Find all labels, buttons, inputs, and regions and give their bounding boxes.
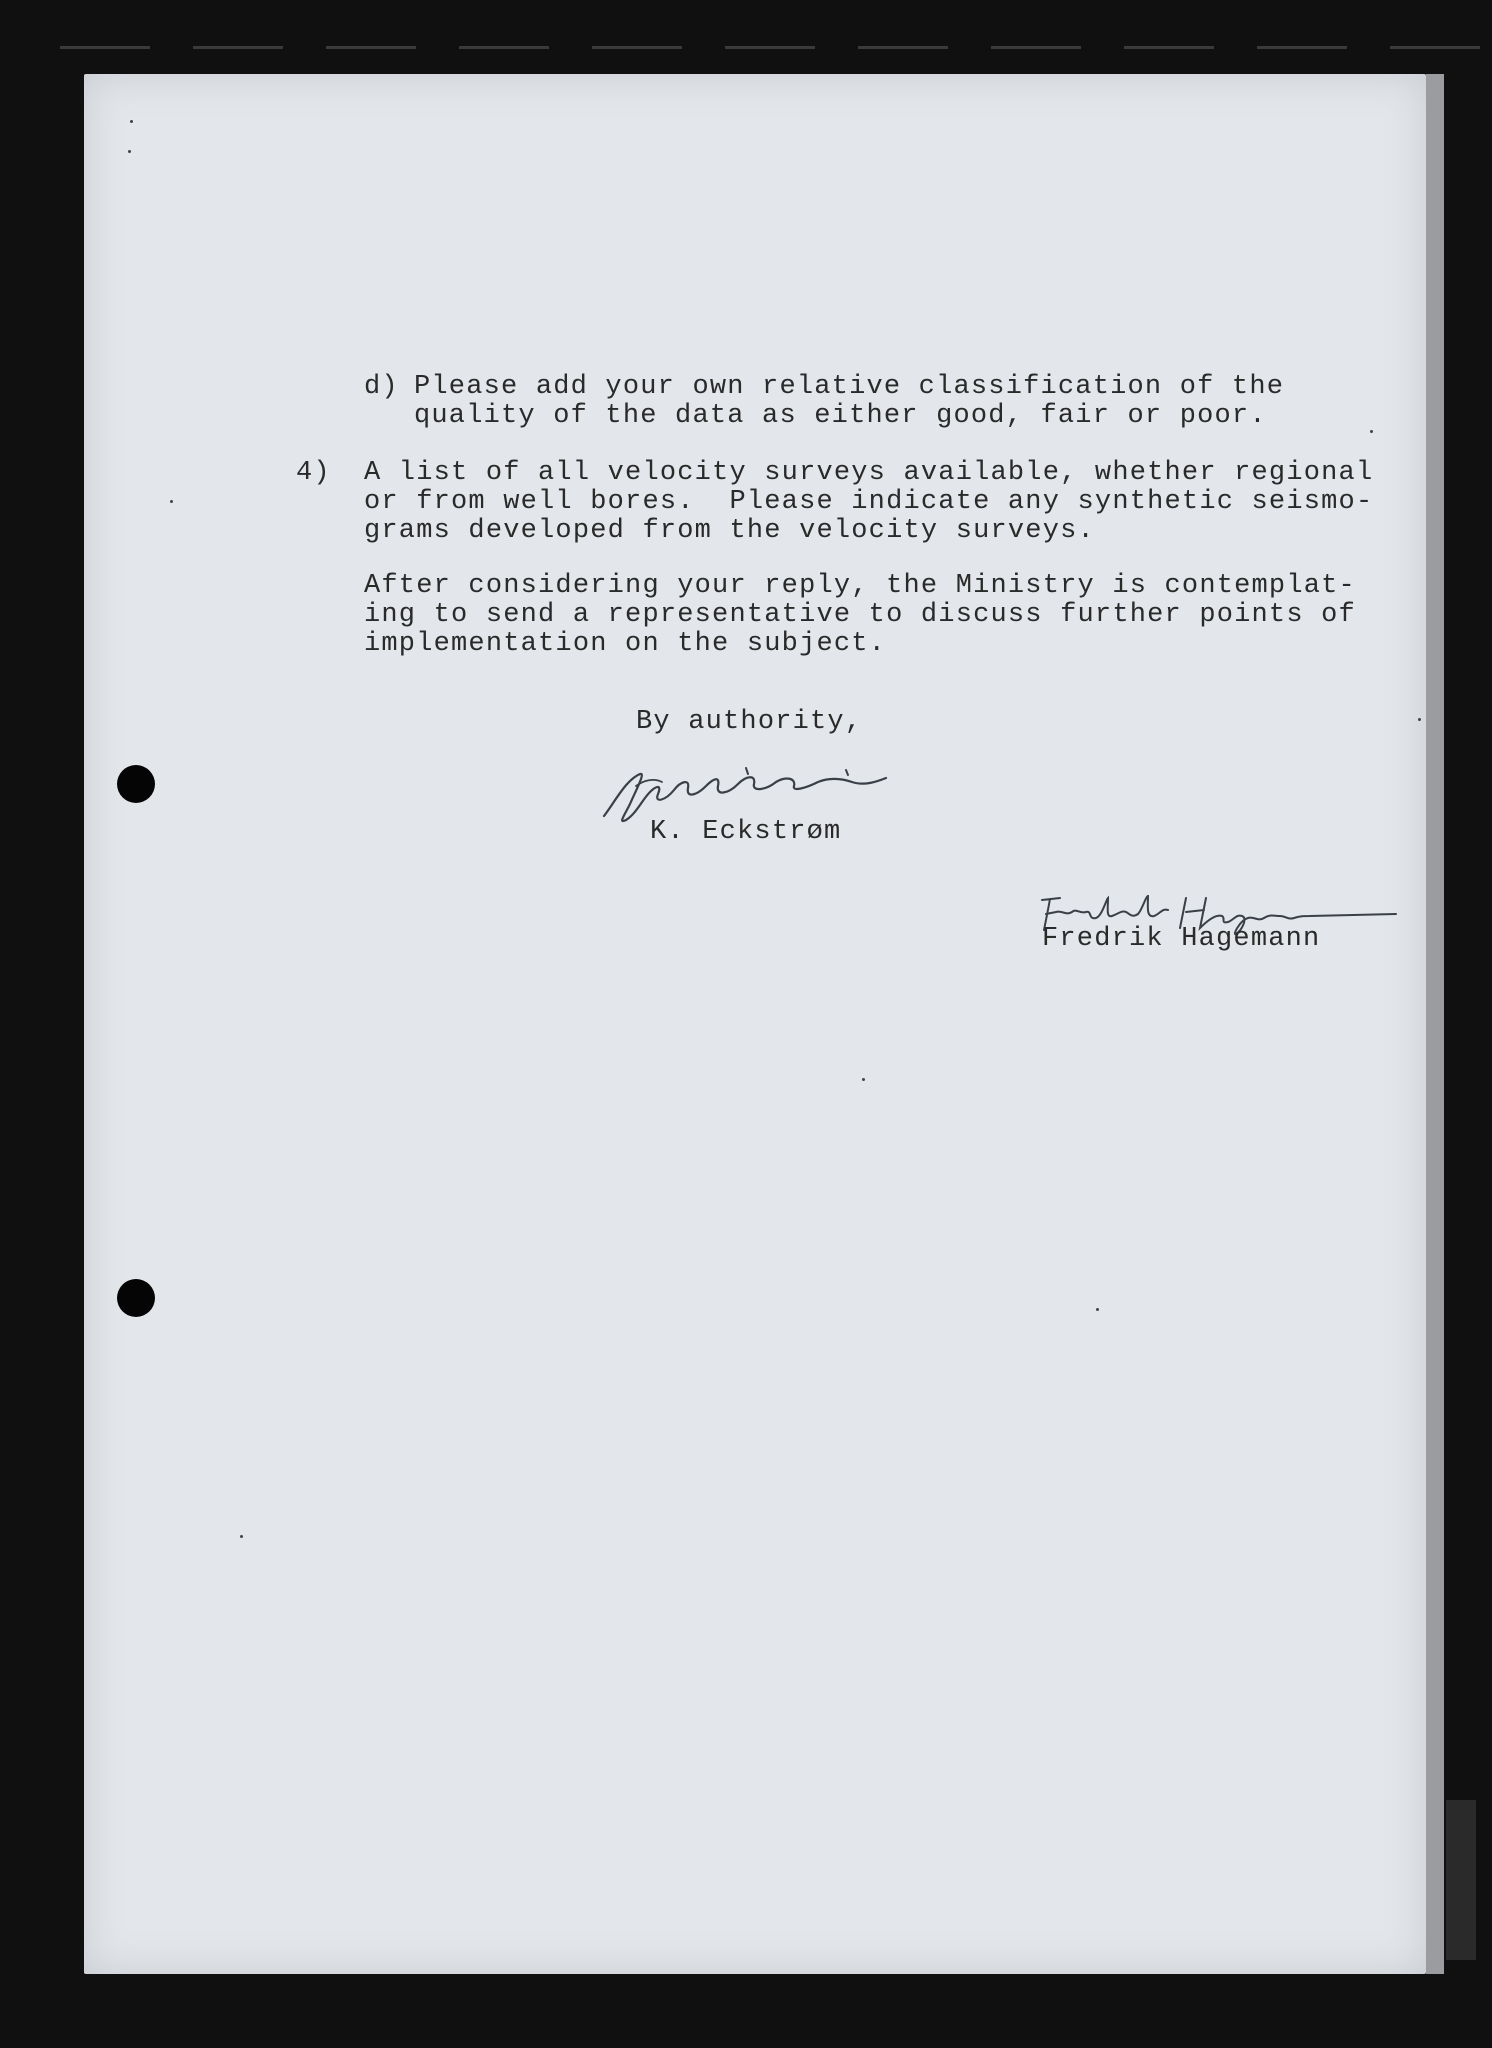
signatory-1-name: K. Eckstrøm (650, 817, 842, 847)
signatory-2-name: Fredrik Hagemann (1042, 924, 1321, 954)
paper-speck (128, 150, 131, 153)
closing-line: ing to send a representative to discuss further points of (364, 600, 1356, 630)
item-4-line: or from well bores. Please indicate any synthetic seismo- (364, 487, 1374, 517)
document-page (84, 74, 1426, 1974)
punch-hole-top (117, 765, 155, 803)
paper-speck (240, 1535, 243, 1538)
item-4-line: grams developed from the velocity surveys. (364, 516, 1095, 546)
paper-speck (130, 120, 133, 123)
item-d-line: Please add your own relative classification of the (414, 372, 1285, 402)
page-edge-strip (1426, 74, 1444, 1974)
binder-tab (1446, 1800, 1476, 1960)
scanner-edge-marks (60, 46, 1480, 52)
punch-hole-bottom (117, 1279, 155, 1317)
paper-speck (1096, 1308, 1099, 1311)
paper-speck (170, 500, 173, 503)
item-d-line: quality of the data as either good, fair or poor. (414, 401, 1267, 431)
item-4-line: A list of all velocity surveys available, whether regional (364, 458, 1374, 488)
item-4-marker: 4) (296, 458, 331, 488)
paper-speck (1418, 718, 1421, 721)
paper-speck (862, 1078, 865, 1081)
sign-off: By authority, (636, 707, 863, 737)
paper-speck (1370, 430, 1373, 433)
closing-line: After considering your reply, the Ministry is contemplat- (364, 571, 1356, 601)
closing-line: implementation on the subject. (364, 629, 887, 659)
item-d-marker: d) (364, 372, 399, 402)
